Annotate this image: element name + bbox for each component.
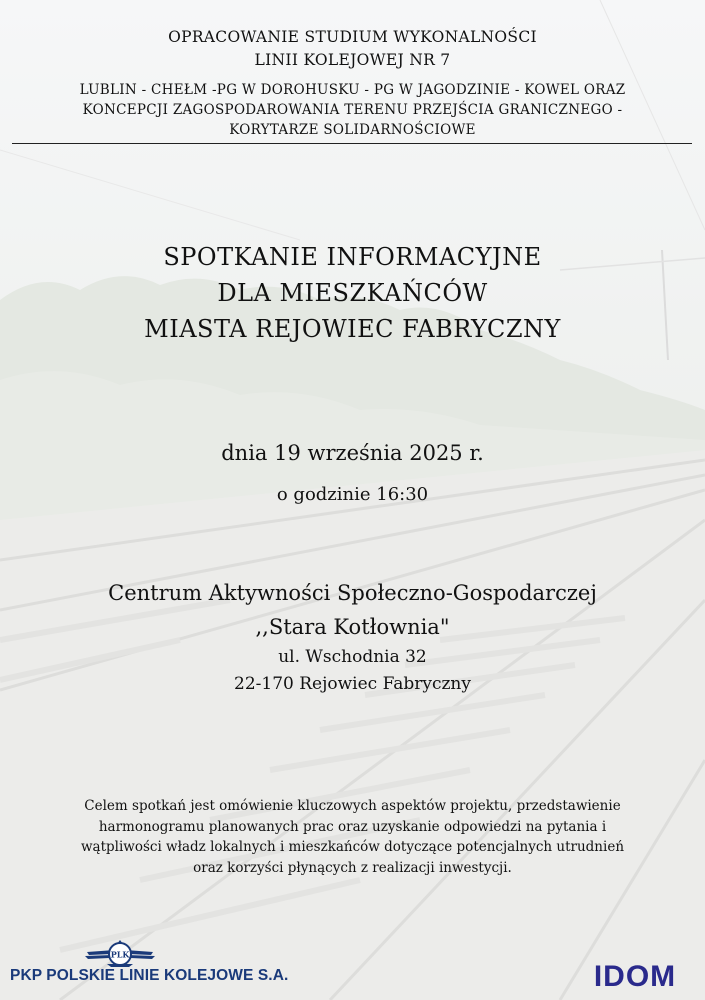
venue-street: ul. Wschodnia 32 (278, 647, 427, 667)
pkp-logo (10, 940, 289, 992)
idom-logo-text: IDOM (593, 960, 677, 992)
study-title-line-2: LINII KOLEJOWEJ NR 7 (254, 51, 451, 69)
study-subtitle-line-1: LUBLIN - CHEŁM -PG W DOROHUSKU - PG W JAGODZINIE - KOWEL ORAZ (79, 82, 626, 98)
venue-name (0, 576, 705, 644)
pkp-emblem-icon (85, 940, 155, 968)
study-title-line-1: OPRACOWANIE STUDIUM WYKONALNOŚCI (168, 28, 537, 46)
study-subtitle (0, 80, 705, 140)
description-line-1: Celem spotkań jest omówienie kluczowych aspektów projektu, przedstawienie (84, 798, 621, 814)
meeting-title (0, 239, 705, 347)
description-line-2: harmonogramu planowanych prac oraz uzyskanie odpowiedzi na pytania i (98, 818, 607, 835)
pkp-logo-text: PKP POLSKIE LINIE KOLEJOWE S.A. (10, 967, 289, 984)
venue-address (0, 644, 705, 698)
venue-name-line-1: Centrum Aktywności Społeczno-Gospodarczej (108, 581, 597, 605)
description-line-3: wątpliwości władz lokalnych i mieszkańców dotyczące potencjalnych utrudnień (80, 839, 625, 855)
venue-name-line-2: ,,Stara Kotłownia" (255, 615, 450, 639)
study-subtitle-line-3: KORYTARZE SOLIDARNOŚCIOWE (229, 122, 476, 138)
idom-logo (580, 958, 690, 992)
header-divider (12, 143, 692, 144)
study-subtitle-line-2: KONCEPCJI ZAGOSPODAROWANIA TERENU PRZEJŚCIA GRANICZNEGO - (82, 102, 623, 118)
venue-city: 22-170 Rejowiec Fabryczny (234, 674, 471, 694)
meeting-title-line-3: MIASTA REJOWIEC FABRYCZNY (144, 315, 561, 343)
meeting-time: o godzinie 16:30 (276, 484, 429, 505)
study-title (0, 26, 705, 72)
description-line-4: oraz korzyści płynących z realizacji inwestycji. (193, 859, 512, 876)
pkp-emblem-text: PLK (110, 949, 130, 960)
meeting-date: dnia 19 września 2025 r. (221, 441, 484, 465)
meeting-title-line-1: SPOTKANIE INFORMACYJNE (163, 243, 542, 271)
meeting-description (30, 796, 675, 878)
meeting-title-line-2: DLA MIESZKAŃCÓW (217, 279, 488, 307)
